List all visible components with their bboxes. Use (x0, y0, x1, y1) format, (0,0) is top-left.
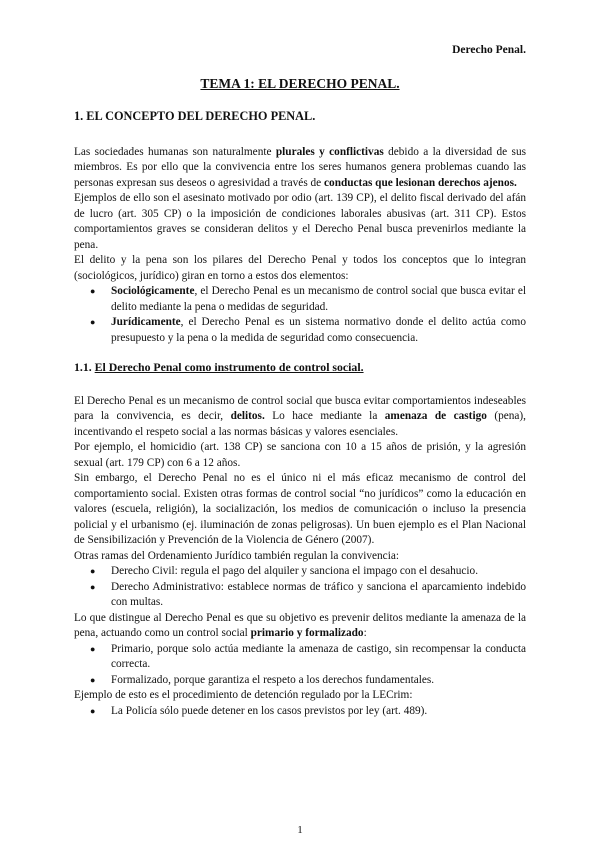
paragraph: Las sociedades humanas son naturalmente plurales y conflictivas debido a la diversidad de sus miembros. Es por ello que la convivencia entre los seres humanos genera problemas cuando las personas expresan sus deseos o agresividad a través de conductas que lesionan derechos ajenos. (74, 145, 527, 189)
paragraph: El delito y la pena son los pilares del Derecho Penal y todos los conceptos que lo integran (sociológicos, jurídico) giran en torno a estos dos elementos: (74, 254, 526, 282)
page-title: TEMA 1: EL DERECHO PENAL. (200, 76, 400, 91)
paragraph: Otras ramas del Ordenamiento Jurídico también regulan la convivencia: (74, 549, 399, 562)
list-item: ● Formalizado, porque garantiza el respeto a los derechos fundamentales. (111, 673, 526, 689)
paragraph: Lo que distingue al Derecho Penal es que su objetivo es prevenir delitos mediante la amenaza de la pena, actuando como un control social primario y formalizado: (74, 611, 526, 639)
bullet-list (74, 284, 526, 346)
list-item: ● La Policía sólo puede detener en los casos previstos por ley (art. 489). (111, 704, 526, 720)
list-item: ● Derecho Civil: regula el pago del alquiler y sanciona el impago con el desahucio. (111, 564, 526, 580)
paragraph: Ejemplos de ello son el asesinato motivado por odio (art. 139 CP), el delito fiscal derivado del afán de lucro (art. 305 CP) o la imposición de condiciones laborales abusivas (art. 311 CP). Estos comportamientos graves se consideran delitos y el Derecho Penal busca prevenirlos mediante la pena. (74, 192, 526, 251)
page-number: 1 (297, 824, 303, 836)
running-header: Derecho Penal. (452, 44, 526, 56)
list-item: ● Jurídicamente, el Derecho Penal es un sistema normativo donde el delito actúa como presupuesto y la pena o la medida de seguridad como consecuencia. (111, 315, 526, 346)
paragraph: Ejemplo de esto es el procedimiento de detención regulado por la LECrim: (74, 689, 413, 701)
bullet-list (74, 564, 526, 611)
document-body (74, 109, 526, 719)
bullet-list (74, 642, 526, 689)
paragraph: El Derecho Penal es un mecanismo de control social que busca evitar comportamientos indeseables para la convivencia, es decir, delitos. Lo hace mediante la amenaza de castigo (pena), incentivando el respeto social a las normas básicas y valores esenciales. (74, 394, 527, 438)
list-item: ● Sociológicamente, el Derecho Penal es un mecanismo de control social que busca evitar el delito mediante la pena o medidas de seguridad. (111, 284, 526, 315)
section-heading: 1. EL CONCEPTO DEL DERECHO PENAL. (74, 109, 316, 123)
list-item: ● Derecho Administrativo: establece normas de tráfico y sanciona el aparcamiento indebido con multas. (111, 580, 526, 611)
subsection-heading: 1.1. El Derecho Penal como instrumento de control social. (74, 360, 364, 374)
bullet-list (74, 704, 526, 720)
list-item: ● Primario, porque solo actúa mediante la amenaza de castigo, sin recompensar la conducta correcta. (111, 642, 526, 673)
paragraph: Sin embargo, el Derecho Penal no es el único ni el más eficaz mecanismo de control del comportamiento social. Existen otras formas de control social “no jurídicos” como la educación en valores (escuela, religión), la socialización, los medios de comunicación o incluso la presencia policial y el urbanismo (ej. iluminación de zonas peligrosas). Un buen ejemplo es el Plan Nacional de Sensibilización y Prevención de la Violencia de Género (2007). (74, 472, 526, 546)
paragraph: Por ejemplo, el homicidio (art. 138 CP) se sanciona con 10 a 15 años de prisión, y la agresión sexual (art. 179 CP) con 6 a 12 años. (74, 441, 526, 469)
